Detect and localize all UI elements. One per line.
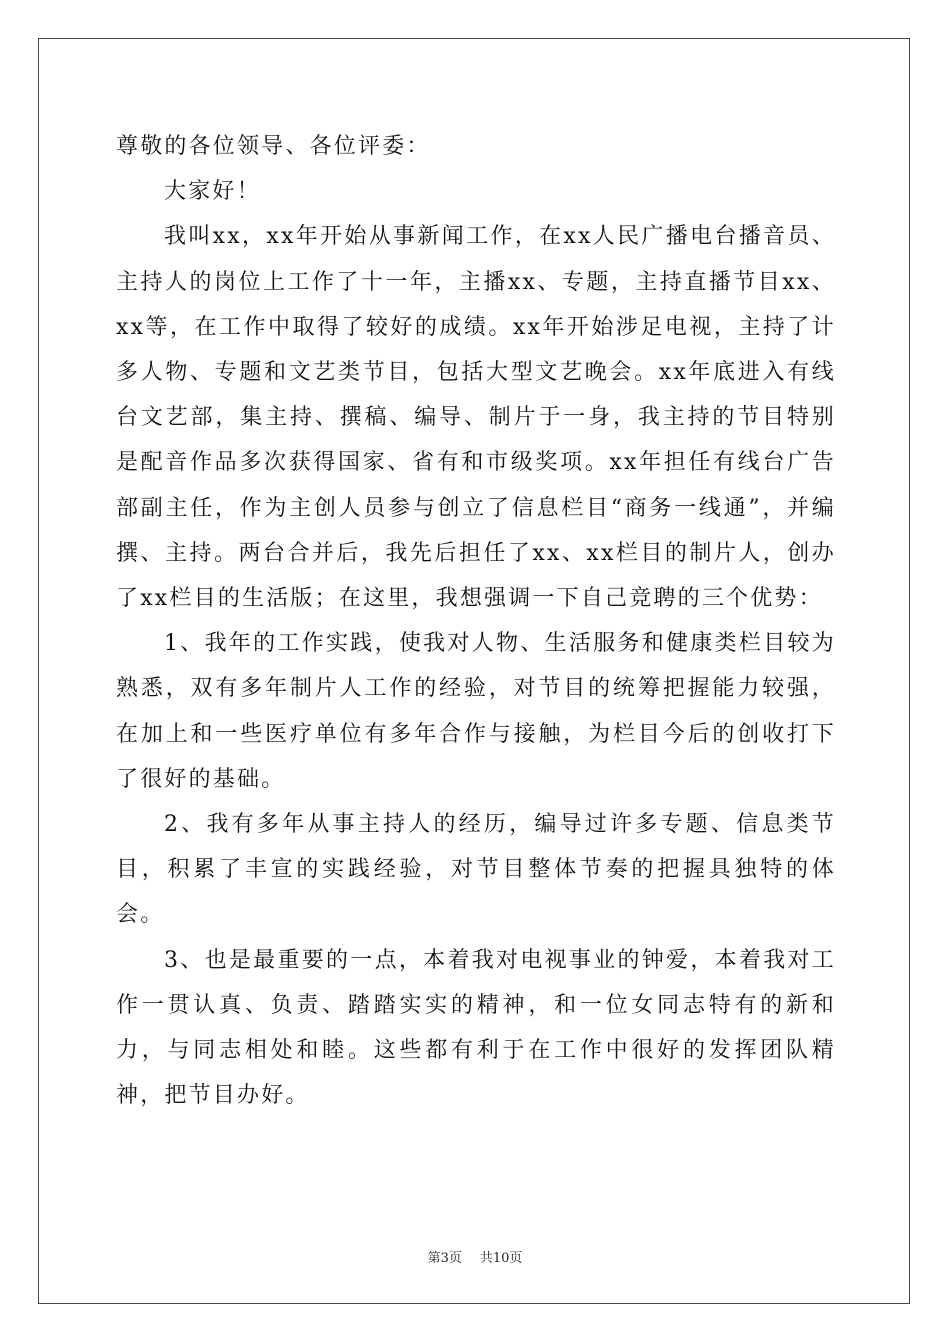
paragraph-intro: 我叫xx，xx年开始从事新闻工作，在xx人民广播电台播音员、主持人的岗位上工作了十一年，主播xx、专题，主持直播节目xx、xx等，在工作中取得了较好的成绩。xx年开始涉足电视，主持了计多人物、专题和文艺类节目，包括大型文艺晚会。xx年底进入有线台文艺部，集主持、撰稿、编导、制片于一身，我主持的节目特别是配音作品多次获得国家、省有和市级奖项。xx年担任有线台广告部副主任，作为主创人员参与创立了信息栏目“商务一线通”，并编撰、主持。两台合并后，我先后担任了xx、xx栏目的制片人，创办了xx栏目的生活版；在这里，我想强调一下自己竞聘的三个优势： [116, 224, 836, 612]
paragraph-advantage-2: 2、我有多年从事主持人的经历，编导过许多专题、信息类节目，积累了丰宣的实践经验，对节目整体节奏的把握具独特的体会。 [116, 812, 836, 928]
salutation: 尊敬的各位领导、各位评委： [116, 134, 431, 159]
greeting: 大家好！ [164, 179, 261, 205]
document-body [116, 124, 836, 1118]
total-page-count: 共10页 [479, 1251, 523, 1266]
paragraph-advantage-3: 3、也是最重要的一点，本着我对电视事业的钟爱，本着我对工作一贯认真、负责、踏踏实实的精神，和一位女同志特有的新和力，与同志相处和睦。这些都有利于在工作中很好的发挥团队精神，把节目办好。 [116, 947, 836, 1109]
paragraph-advantage-1: 1、我年的工作实践，使我对人物、生活服务和健康类栏目较为熟悉，双有多年制片人工作的经验，对节目的统筹把握能力较强，在加上和一些医疗单位有多年合作与接触，为栏目今后的创收打下了很好的基础。 [116, 631, 836, 792]
current-page-number: 第3页 [427, 1251, 462, 1266]
page-footer [0, 1247, 950, 1266]
